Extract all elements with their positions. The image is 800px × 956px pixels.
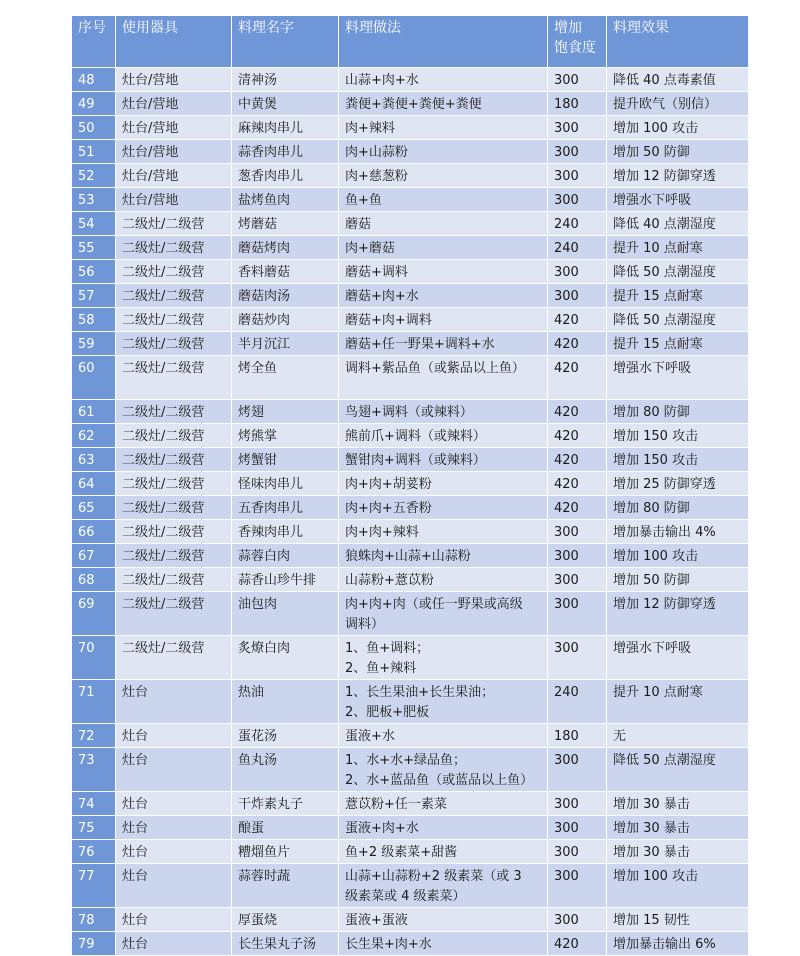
cell-effect: 增加 15 韧性 <box>607 908 749 932</box>
cell-name: 长生果丸子汤 <box>232 932 339 956</box>
cell-id: 67 <box>72 544 116 568</box>
table-row <box>72 816 749 840</box>
cell-recipe <box>339 236 548 260</box>
recipe-line: 2、鱼+辣料 <box>345 661 417 676</box>
cell-tool: 灶台 <box>116 908 232 932</box>
recipe-line: 1、水+水+绿品鱼； <box>345 753 467 768</box>
cell-recipe <box>339 544 548 568</box>
cell-effect: 增加 100 攻击 <box>607 544 749 568</box>
cell-satiety: 300 <box>548 164 607 188</box>
cell-tool: 灶台 <box>116 792 232 816</box>
cell-name: 中黄煲 <box>232 92 339 116</box>
cell-name: 烤蟹钳 <box>232 448 339 472</box>
cell-id: 53 <box>72 188 116 212</box>
cell-recipe <box>339 792 548 816</box>
cell-name: 烤翅 <box>232 400 339 424</box>
cell-satiety: 240 <box>548 212 607 236</box>
cell-name: 葱香肉串儿 <box>232 164 339 188</box>
cell-satiety: 420 <box>548 424 607 448</box>
header-id: 序号 <box>72 16 116 68</box>
cell-recipe <box>339 260 548 284</box>
cell-recipe <box>339 188 548 212</box>
cell-id: 74 <box>72 792 116 816</box>
cell-tool: 灶台/营地 <box>116 140 232 164</box>
cell-tool: 灶台 <box>116 932 232 956</box>
recipe-line: 蛋液+肉+水 <box>345 821 419 836</box>
cell-effect: 增加 30 暴击 <box>607 816 749 840</box>
cell-recipe <box>339 284 548 308</box>
cell-tool: 二级灶/二级营 <box>116 284 232 308</box>
recipe-line: 蛋液+蛋液 <box>345 913 408 928</box>
cell-tool: 灶台 <box>116 748 232 792</box>
cell-id: 63 <box>72 448 116 472</box>
recipe-line: 鸟翅+调料（或辣料） <box>345 405 473 420</box>
cell-satiety: 300 <box>548 284 607 308</box>
cell-id: 72 <box>72 724 116 748</box>
cell-effect: 增加 12 防御穿透 <box>607 592 749 636</box>
recipe-line: 蘑菇 <box>345 217 372 232</box>
cell-id: 57 <box>72 284 116 308</box>
cell-effect: 降低 40 点潮湿度 <box>607 212 749 236</box>
recipe-line: 肉+蘑菇 <box>345 241 395 256</box>
cell-effect: 提升 10 点耐寒 <box>607 680 749 724</box>
cell-id: 71 <box>72 680 116 724</box>
cell-recipe <box>339 164 548 188</box>
cell-satiety: 420 <box>548 448 607 472</box>
cell-effect: 增加 25 防御穿透 <box>607 472 749 496</box>
table-row <box>72 68 749 92</box>
cell-satiety: 300 <box>548 592 607 636</box>
table-row <box>72 448 749 472</box>
cell-effect: 增加 100 攻击 <box>607 116 749 140</box>
cell-recipe <box>339 520 548 544</box>
recipe-line: 蘑菇+任一野果+调料+水 <box>345 337 495 352</box>
cell-name: 蒜香山珍牛排 <box>232 568 339 592</box>
cell-id: 61 <box>72 400 116 424</box>
cell-effect: 增加 30 暴击 <box>607 792 749 816</box>
recipe-line: 调料） <box>345 617 385 632</box>
cell-name: 香辣肉串儿 <box>232 520 339 544</box>
cell-effect: 增强水下呼吸 <box>607 188 749 212</box>
cell-id: 79 <box>72 932 116 956</box>
cell-recipe <box>339 724 548 748</box>
header-tool: 使用器具 <box>116 16 232 68</box>
cell-recipe <box>339 592 548 636</box>
recipe-line: 鱼+2 级素菜+甜酱 <box>345 845 458 860</box>
cell-id: 58 <box>72 308 116 332</box>
cell-satiety: 420 <box>548 496 607 520</box>
recipe-table <box>71 15 749 956</box>
cell-tool: 二级灶/二级营 <box>116 448 232 472</box>
cell-id: 50 <box>72 116 116 140</box>
cell-effect: 降低 50 点潮湿度 <box>607 748 749 792</box>
cell-satiety: 300 <box>548 636 607 680</box>
cell-recipe <box>339 932 548 956</box>
table-row <box>72 140 749 164</box>
cell-name: 烤全鱼 <box>232 356 339 400</box>
table-row <box>72 496 749 520</box>
cell-id: 49 <box>72 92 116 116</box>
cell-name: 蛋花汤 <box>232 724 339 748</box>
recipe-line: 肉+辣料 <box>345 121 395 136</box>
cell-recipe <box>339 448 548 472</box>
cell-effect: 增加 150 攻击 <box>607 424 749 448</box>
cell-satiety: 420 <box>548 932 607 956</box>
table-row <box>72 212 749 236</box>
table-row <box>72 592 749 636</box>
cell-satiety: 240 <box>548 236 607 260</box>
recipe-line: 粪便+粪便+粪便+粪便 <box>345 97 482 112</box>
cell-effect: 增加 150 攻击 <box>607 448 749 472</box>
cell-recipe <box>339 424 548 448</box>
recipe-line: 蘑菇+调料 <box>345 265 408 280</box>
cell-id: 51 <box>72 140 116 164</box>
cell-name: 怪味肉串儿 <box>232 472 339 496</box>
cell-name: 盐烤鱼肉 <box>232 188 339 212</box>
cell-name: 五香肉串儿 <box>232 496 339 520</box>
table-row <box>72 424 749 448</box>
cell-recipe <box>339 356 548 400</box>
cell-id: 66 <box>72 520 116 544</box>
cell-satiety: 300 <box>548 520 607 544</box>
cell-effect: 提升 10 点耐寒 <box>607 236 749 260</box>
cell-tool: 二级灶/二级营 <box>116 356 232 400</box>
cell-recipe <box>339 748 548 792</box>
cell-id: 68 <box>72 568 116 592</box>
recipe-line: 蘑菇+肉+水 <box>345 289 419 304</box>
cell-name: 香料蘑菇 <box>232 260 339 284</box>
cell-recipe <box>339 140 548 164</box>
recipe-line: 肉+肉+胡荽粉 <box>345 477 432 492</box>
cell-id: 52 <box>72 164 116 188</box>
cell-recipe <box>339 496 548 520</box>
cell-effect: 提升欧气（别信） <box>607 92 749 116</box>
cell-satiety: 240 <box>548 680 607 724</box>
cell-satiety: 180 <box>548 724 607 748</box>
cell-name: 酿蛋 <box>232 816 339 840</box>
cell-id: 65 <box>72 496 116 520</box>
cell-tool: 灶台/营地 <box>116 68 232 92</box>
cell-tool: 二级灶/二级营 <box>116 236 232 260</box>
cell-recipe <box>339 92 548 116</box>
cell-satiety: 300 <box>548 140 607 164</box>
table-row <box>72 188 749 212</box>
cell-effect: 降低 50 点潮湿度 <box>607 260 749 284</box>
cell-name: 蒜蓉时蔬 <box>232 864 339 908</box>
recipe-line: 调料+紫品鱼（或紫品以上鱼） <box>345 361 525 376</box>
cell-effect: 增加 80 防御 <box>607 496 749 520</box>
recipe-line: 蛋液+水 <box>345 729 395 744</box>
cell-tool: 灶台 <box>116 864 232 908</box>
table-row <box>72 236 749 260</box>
cell-name: 半月沉江 <box>232 332 339 356</box>
cell-tool: 二级灶/二级营 <box>116 544 232 568</box>
recipe-line: 蘑菇+肉+调料 <box>345 313 432 328</box>
table-row <box>72 840 749 864</box>
cell-id: 48 <box>72 68 116 92</box>
cell-name: 蒜蓉白肉 <box>232 544 339 568</box>
cell-satiety: 300 <box>548 544 607 568</box>
table-row <box>72 308 749 332</box>
cell-effect: 增加暴击输出 6% <box>607 932 749 956</box>
table-row <box>72 568 749 592</box>
recipe-line: 肉+肉+辣料 <box>345 525 419 540</box>
cell-satiety: 300 <box>548 816 607 840</box>
cell-effect: 增加 12 防御穿透 <box>607 164 749 188</box>
cell-tool: 二级灶/二级营 <box>116 472 232 496</box>
cell-name: 蘑菇烤肉 <box>232 236 339 260</box>
cell-tool: 灶台 <box>116 816 232 840</box>
cell-name: 糟熘鱼片 <box>232 840 339 864</box>
cell-recipe <box>339 68 548 92</box>
cell-recipe <box>339 908 548 932</box>
cell-satiety: 420 <box>548 472 607 496</box>
table-row <box>72 356 749 400</box>
cell-id: 73 <box>72 748 116 792</box>
recipe-line: 狼蛛肉+山蒜+山蒜粉 <box>345 549 471 564</box>
header-recipe: 料理做法 <box>339 16 548 68</box>
table-row <box>72 472 749 496</box>
cell-tool: 灶台 <box>116 724 232 748</box>
cell-effect: 增加 30 暴击 <box>607 840 749 864</box>
cell-effect: 增加 50 防御 <box>607 568 749 592</box>
cell-recipe <box>339 400 548 424</box>
cell-tool: 二级灶/二级营 <box>116 308 232 332</box>
cell-tool: 灶台/营地 <box>116 116 232 140</box>
recipe-line: 山蒜粉+薏苡粉 <box>345 573 434 588</box>
cell-id: 69 <box>72 592 116 636</box>
cell-effect: 增加 100 攻击 <box>607 864 749 908</box>
cell-satiety: 180 <box>548 92 607 116</box>
cell-name: 清神汤 <box>232 68 339 92</box>
table-row <box>72 864 749 908</box>
recipe-line: 肉+慈葱粉 <box>345 169 408 184</box>
cell-tool: 二级灶/二级营 <box>116 260 232 284</box>
recipe-line: 山蒜+山蒜粉+2 级素菜（或 3 <box>345 869 522 884</box>
cell-id: 75 <box>72 816 116 840</box>
cell-effect: 增加 50 防御 <box>607 140 749 164</box>
cell-recipe <box>339 568 548 592</box>
cell-recipe <box>339 332 548 356</box>
recipe-line: 肉+肉+肉（或任一野果或高级 <box>345 597 523 612</box>
cell-tool: 二级灶/二级营 <box>116 592 232 636</box>
cell-name: 油包肉 <box>232 592 339 636</box>
cell-id: 78 <box>72 908 116 932</box>
cell-name: 鱼丸汤 <box>232 748 339 792</box>
cell-id: 59 <box>72 332 116 356</box>
cell-recipe <box>339 816 548 840</box>
cell-recipe <box>339 840 548 864</box>
recipe-line: 长生果+肉+水 <box>345 937 432 952</box>
cell-tool: 灶台/营地 <box>116 92 232 116</box>
recipe-line: 薏苡粉+任一素菜 <box>345 797 447 812</box>
cell-effect: 提升 15 点耐寒 <box>607 284 749 308</box>
cell-tool: 二级灶/二级营 <box>116 212 232 236</box>
cell-recipe <box>339 472 548 496</box>
table-row <box>72 748 749 792</box>
header-effect: 料理效果 <box>607 16 749 68</box>
cell-satiety: 420 <box>548 308 607 332</box>
cell-tool: 二级灶/二级营 <box>116 636 232 680</box>
cell-tool: 二级灶/二级营 <box>116 568 232 592</box>
cell-effect: 降低 50 点潮湿度 <box>607 308 749 332</box>
recipe-line: 级素菜或 4 级素菜） <box>345 889 466 904</box>
cell-tool: 灶台 <box>116 680 232 724</box>
cell-id: 54 <box>72 212 116 236</box>
table-row <box>72 92 749 116</box>
cell-id: 77 <box>72 864 116 908</box>
recipe-line: 1、长生果油+长生果油； <box>345 685 495 700</box>
cell-recipe <box>339 864 548 908</box>
cell-id: 56 <box>72 260 116 284</box>
cell-recipe <box>339 308 548 332</box>
table-row <box>72 164 749 188</box>
table-row <box>72 284 749 308</box>
cell-tool: 灶台/营地 <box>116 188 232 212</box>
recipe-line: 蟹钳肉+调料（或辣料） <box>345 453 486 468</box>
cell-name: 蒜香肉串儿 <box>232 140 339 164</box>
cell-effect: 降低 40 点毒素值 <box>607 68 749 92</box>
cell-name: 蘑菇炒肉 <box>232 308 339 332</box>
recipe-line: 鱼+鱼 <box>345 193 382 208</box>
cell-effect: 增强水下呼吸 <box>607 636 749 680</box>
cell-recipe <box>339 116 548 140</box>
header-name: 料理名字 <box>232 16 339 68</box>
cell-satiety: 300 <box>548 568 607 592</box>
header-satiety: 增加 饱食度 <box>548 16 607 68</box>
table-row <box>72 400 749 424</box>
cell-tool: 二级灶/二级营 <box>116 400 232 424</box>
cell-satiety: 300 <box>548 792 607 816</box>
table-row <box>72 908 749 932</box>
table-row <box>72 724 749 748</box>
cell-id: 64 <box>72 472 116 496</box>
table-row <box>72 636 749 680</box>
table-row <box>72 260 749 284</box>
cell-tool: 灶台/营地 <box>116 164 232 188</box>
table-row <box>72 520 749 544</box>
cell-name: 烤蘑菇 <box>232 212 339 236</box>
cell-satiety: 300 <box>548 748 607 792</box>
table-row <box>72 116 749 140</box>
cell-tool: 灶台 <box>116 840 232 864</box>
recipe-line: 2、肥板+肥板 <box>345 705 430 720</box>
cell-id: 55 <box>72 236 116 260</box>
cell-name: 干炸素丸子 <box>232 792 339 816</box>
recipe-line: 肉+肉+五香粉 <box>345 501 432 516</box>
cell-satiety: 420 <box>548 400 607 424</box>
table-header-row <box>72 16 749 68</box>
cell-name: 麻辣肉串儿 <box>232 116 339 140</box>
recipe-line: 山蒜+肉+水 <box>345 73 419 88</box>
recipe-line: 1、鱼+调料； <box>345 641 430 656</box>
cell-name: 烤熊掌 <box>232 424 339 448</box>
cell-satiety: 420 <box>548 332 607 356</box>
recipe-line: 肉+山蒜粉 <box>345 145 408 160</box>
cell-effect: 提升 15 点耐寒 <box>607 332 749 356</box>
table-row <box>72 792 749 816</box>
cell-effect: 增强水下呼吸 <box>607 356 749 400</box>
cell-name: 炙燎白肉 <box>232 636 339 680</box>
table-row <box>72 332 749 356</box>
recipe-line: 熊前爪+调料（或辣料） <box>345 429 486 444</box>
cell-effect: 增加暴击输出 4% <box>607 520 749 544</box>
recipe-table-container <box>71 15 748 956</box>
cell-effect: 无 <box>607 724 749 748</box>
cell-tool: 二级灶/二级营 <box>116 332 232 356</box>
cell-tool: 二级灶/二级营 <box>116 424 232 448</box>
cell-id: 70 <box>72 636 116 680</box>
cell-satiety: 300 <box>548 188 607 212</box>
cell-id: 60 <box>72 356 116 400</box>
cell-satiety: 300 <box>548 864 607 908</box>
cell-recipe <box>339 636 548 680</box>
cell-satiety: 300 <box>548 68 607 92</box>
cell-satiety: 420 <box>548 356 607 400</box>
cell-tool: 二级灶/二级营 <box>116 496 232 520</box>
table-row <box>72 544 749 568</box>
cell-satiety: 300 <box>548 116 607 140</box>
cell-name: 厚蛋烧 <box>232 908 339 932</box>
cell-recipe <box>339 680 548 724</box>
cell-name: 热油 <box>232 680 339 724</box>
cell-tool: 二级灶/二级营 <box>116 520 232 544</box>
cell-satiety: 300 <box>548 908 607 932</box>
cell-satiety: 300 <box>548 260 607 284</box>
cell-name: 蘑菇肉汤 <box>232 284 339 308</box>
table-row <box>72 932 749 956</box>
cell-id: 76 <box>72 840 116 864</box>
cell-recipe <box>339 212 548 236</box>
cell-satiety: 300 <box>548 840 607 864</box>
cell-effect: 增加 80 防御 <box>607 400 749 424</box>
cell-id: 62 <box>72 424 116 448</box>
recipe-line: 2、水+蓝品鱼（或蓝品以上鱼） <box>345 773 534 788</box>
table-row <box>72 680 749 724</box>
